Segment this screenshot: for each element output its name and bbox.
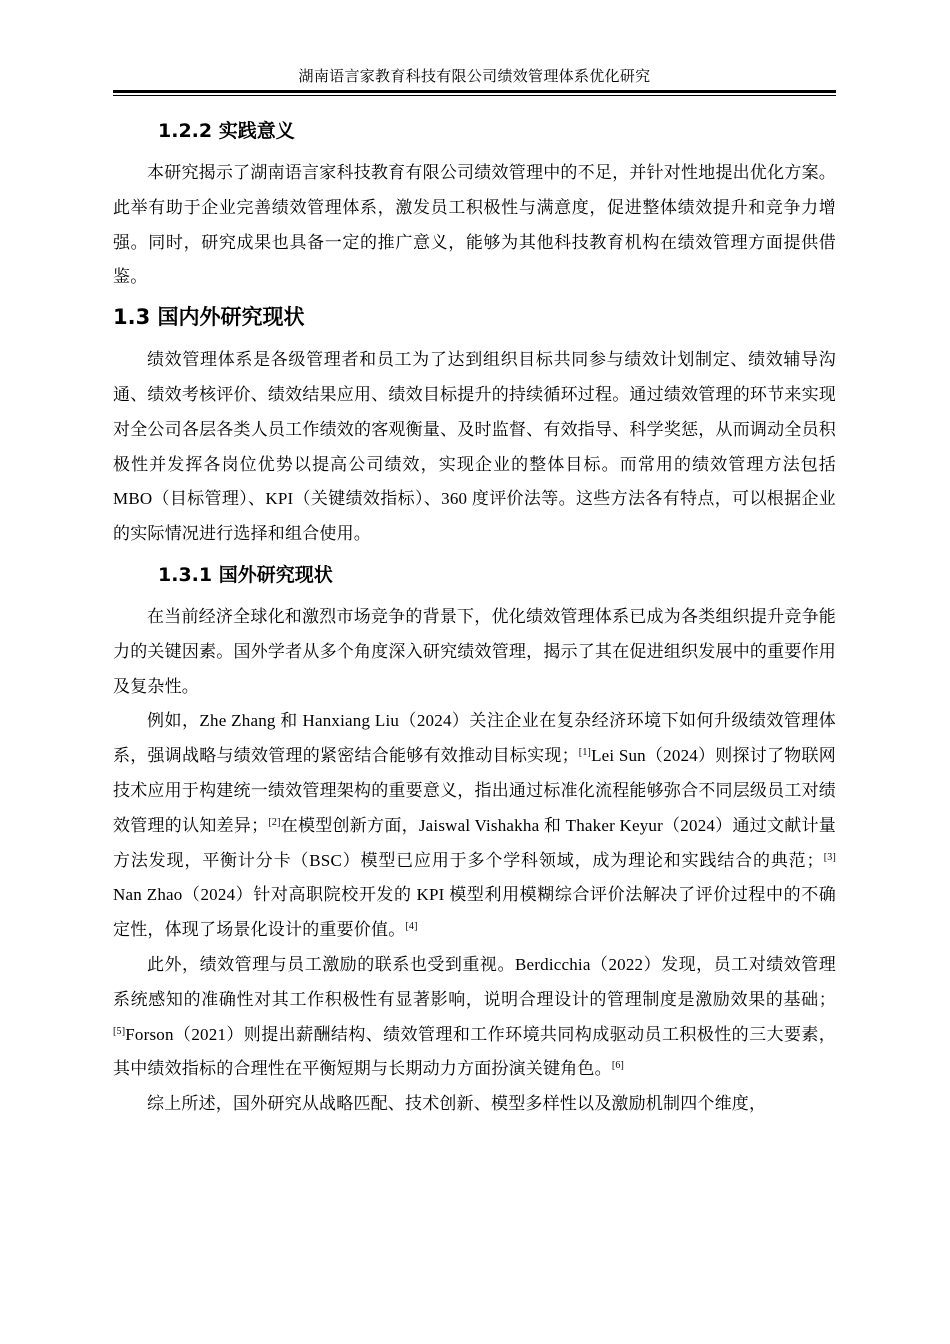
paragraph-incentives (113, 948, 836, 1087)
header-rule-thin (113, 95, 836, 96)
text-segment: 此外，绩效管理与员工激励的联系也受到重视。Berdicchia（2022）发现，员工对绩效管理系统感知的准确性对其工作积极性有显著影响，说明合理设计的管理制度是激励效果的基础； (113, 954, 836, 1009)
page-header-title: 湖南语言家教育科技有限公司绩效管理体系优化研究 (298, 69, 651, 85)
paragraph-foreign-intro: 在当前经济全球化和激烈市场竞争的背景下，优化绩效管理体系已成为各类组织提升竞争能力的关键因素。国外学者从多个角度深入研究绩效管理，揭示了其在促进组织发展中的重要作用及复杂性。 (113, 606, 836, 696)
citation-ref-5: [5] (113, 1025, 126, 1037)
heading-1-3-1: 1.3.1 国外研究现状 (158, 563, 333, 586)
header-rule-thick (113, 90, 836, 93)
citation-ref-4: [4] (405, 921, 418, 933)
heading-1-2-2: 1.2.2 实践意义 (158, 120, 295, 142)
text-segment: 在模型创新方面，Jaiswal Vishakha 和 Thaker Keyur（2024）通过文献计量方法发现，平衡计分卡（BSC）模型已应用于多个学科领域，成为理论和实践结合的典范； (113, 815, 836, 870)
citation-ref-6: [6] (611, 1060, 625, 1072)
paragraph-foreign-examples (113, 704, 836, 948)
heading-1-3: 1.3 国内外研究现状 (113, 305, 305, 330)
text-segment: 例如，Zhe Zhang 和 Hanxiang Liu（2024）关注企业在复杂经济环境下如何升级绩效管理体系，强调战略与绩效管理的紧密结合能够有效推动目标实现； (113, 711, 836, 766)
text-segment: Lei Sun（2024）则探讨了物联网技术应用于构建统一绩效管理架构的重要意义，指出通过标准化流程能够弥合不同层级员工对绩效管理的认知差异； (113, 746, 837, 835)
citation-ref-1: [1] (578, 747, 592, 759)
document-body (113, 112, 836, 1122)
paragraph-summary: 综上所述，国外研究从战略匹配、技术创新、模型多样性以及激励机制四个维度， (147, 1094, 767, 1114)
paragraph-research-status: 绩效管理体系是各级管理者和员工为了达到组织目标共同参与绩效计划制定、绩效辅导沟通、绩效考核评价、绩效结果应用、绩效目标提升的持续循环过程。通过绩效管理的环节来实现对全公司各层各类人员工作绩效的客观衡量、及时监督、有效指导、科学奖惩，从而调动全员积极性并发挥各岗位优势以提高公司绩效，实现企业的整体目标。而常用的绩效管理方法包括 MBO（目标管理）、KPI（关键绩效指标）、360 度评价法等。这些方法各有特点，可以根据企业的实际情况进行选择和组合使用。 (113, 350, 836, 544)
text-segment: Nan Zhao（2024）针对高职院校开发的 KPI 模型利用模糊综合评价法解决了评价过程中的不确定性，体现了场景化设计的重要价值。 (113, 885, 836, 940)
text-segment: Forson（2021）则提出薪酬结构、绩效管理和工作环境共同构成驱动员工积极性的三大要素，其中绩效指标的合理性在平衡短期与长期动力方面扮演关键角色。 (113, 1024, 836, 1079)
citation-ref-2: [2] (268, 816, 281, 828)
citation-ref-3: [3] (823, 851, 836, 863)
paragraph-practical-significance: 本研究揭示了湖南语言家科技教育有限公司绩效管理中的不足，并针对性地提出优化方案。此举有助于企业完善绩效管理体系，激发员工积极性与满意度，促进整体绩效提升和竞争力增强。同时，研究成果也具备一定的推广意义，能够为其他科技教育机构在绩效管理方面提供借鉴。 (113, 163, 836, 287)
